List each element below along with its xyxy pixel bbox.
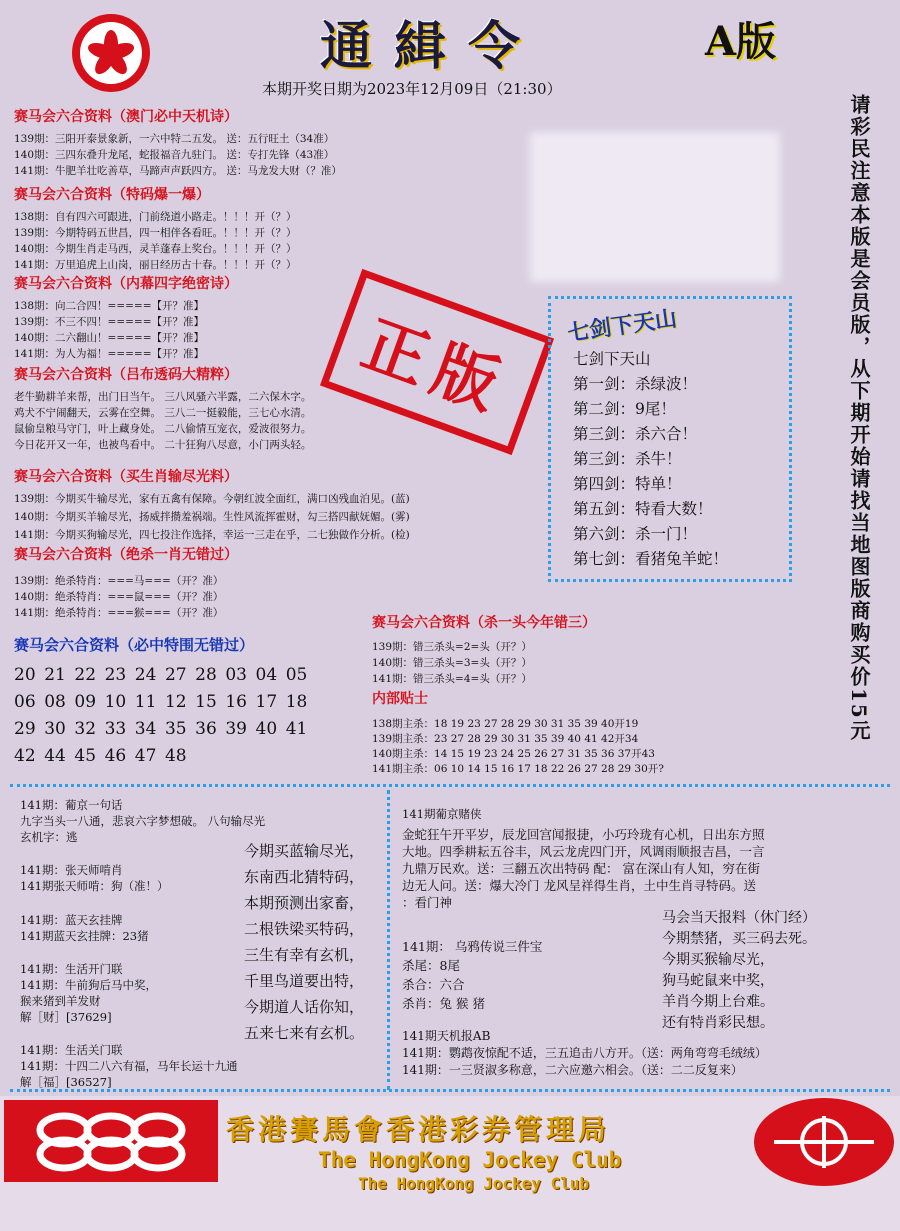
br-text: 金蛇狂午开平岁，辰龙回宫闻报捷，小巧玲珑有心机，日出东方照 大地。四季耕耘五谷丰，风云龙虎四门开，风调雨顺报吉昌，一言 九鼎万民欢。送：三翻五次出特码 配： 富在深山有人知，穷在街 边无人问。送：爆大冷门 龙风呈祥得生肖，土中生肖寻特码。送 ：看门神 xyxy=(402,827,765,910)
sword-line: 七剑下天山 xyxy=(573,350,651,368)
section-title-3: 赛马会六合资料（内幕四字绝密诗） xyxy=(14,276,238,292)
sword-box xyxy=(548,296,792,582)
br-crow: 141期： 乌鸦传说三件宝 杀尾：8尾 杀合：六合 杀肖：兔 猴 猪 xyxy=(402,939,543,1011)
s4-line: 鸡犬不宁闹翻天，云雾在空舞。 三八二一挺毅能，三七心水清。 xyxy=(14,407,312,419)
hk-logo xyxy=(72,14,150,92)
sword-line: 第五剑：特看大数！ xyxy=(573,500,713,518)
divider xyxy=(10,1089,890,1092)
draw-date: 本期开奖日期为2023年12月09日（21:30） xyxy=(262,80,562,98)
bl-line: 141期：十四二八六有福，马年长运十九通 xyxy=(20,1059,238,1073)
s8-line: 141期：错三杀头=4=头（开？） xyxy=(372,673,532,685)
knot-logo-icon xyxy=(4,1100,218,1182)
footer-en-2: The HongKong Jockey Club xyxy=(358,1174,590,1193)
s2-line: 138期：自有四六可跟进，门前绕道小路走。！！！开（？） xyxy=(14,211,297,223)
s3-line: 140期：二六翻山！=====【开？准】 xyxy=(14,332,205,344)
s1-line: 141期：牛肥羊壮吃善草，马蹄声声跃四方。 送：马龙发大财（？准） xyxy=(14,165,342,177)
s9-line: 139期主杀：23 27 28 29 30 31 35 39 40 41 42开34 xyxy=(372,733,639,745)
section-title-5: 赛马会六合资料（买生肖输尽光料） xyxy=(14,469,238,485)
number-grid xyxy=(14,662,316,770)
bl-line: 141期：牛前狗后马中奖， xyxy=(20,978,157,992)
bl-line: 141期：张天师啃肖 xyxy=(20,863,123,877)
sword-line: 第三剑：杀牛！ xyxy=(573,450,682,468)
number-row: 42 44 45 46 47 48 xyxy=(14,746,187,766)
divider xyxy=(387,790,390,1090)
sword-banner: 七剑下天山 xyxy=(565,305,679,347)
s6-line: 141期：绝杀特肖：===猴===（开？准） xyxy=(14,607,224,619)
s3-line: 141期：为人为福！=====【开？准】 xyxy=(14,348,205,360)
bl-line: 141期：生活关门联 xyxy=(20,1043,123,1057)
bl-line: 141期张天师啃：狗（准！） xyxy=(20,879,169,893)
s2-line: 139期：今期特码五世昌，四一相伴各看旺。！！！开（？） xyxy=(14,227,297,239)
number-row: 20 21 22 23 24 27 28 03 04 05 xyxy=(14,665,308,685)
bauhinia-icon xyxy=(72,14,150,92)
authentic-stamp xyxy=(320,269,554,455)
number-row: 06 08 09 10 11 12 15 16 17 18 xyxy=(14,692,308,712)
sword-line: 第一剑：杀绿波！ xyxy=(573,375,698,393)
s5-line: 140期：今期买羊输尽光，扬威拌攒羞祸端。生性风流挥霍财，勾三搭四献妩媚。(雾) xyxy=(14,511,410,523)
jockey-club-logo-icon xyxy=(754,1098,894,1186)
blurred-ad xyxy=(530,132,780,282)
edition-label: A版 xyxy=(705,18,777,65)
s1-line: 139期：三阳开泰景象新，一六中特二五发。 送：五行旺土（34准） xyxy=(14,133,335,145)
s6-line: 140期：绝杀特肖：===鼠===（开？准） xyxy=(14,591,224,603)
footer-org-name: 香港賽馬會香港彩券管理局 xyxy=(226,1113,611,1146)
br-news: 马会当天报料（休门经） 今期禁猪，买三码去死。 今期买猴输尽光， 狗马蛇鼠来中奖， 羊肖今期上台难。 还有特肖彩民想。 xyxy=(662,910,816,1031)
stamp-text: 正版 xyxy=(352,306,518,428)
br-tianji: 141期天机报AB 141期：鹦鹉夜惊配不适，三五追击八方开。（送：两角弯弯毛绒绒） 141期：一三贤淑多称意，二六应邀六相会。（送：二二反复来） xyxy=(402,1029,767,1077)
bl-line: 141期蓝天玄挂牌：23猪 xyxy=(20,929,149,943)
s4-line: 老牛勤耕羊来帮，出门日当午。 三八风骚六半露，二六保木字。 xyxy=(14,391,312,403)
member-notice: 请彩民注意本版是会员版，从下期开始请找当地图版商购买价15元 xyxy=(847,94,871,742)
section-title-8: 赛马会六合资料（杀一头今年错三） xyxy=(372,615,596,631)
bl-line: 解［福］[36527] xyxy=(20,1075,112,1089)
s2-line: 141期：万里追虎上山岗，丽日经历古十春。！！！开（？） xyxy=(14,259,297,271)
bl-line: 141期：生活开门联 xyxy=(20,962,123,976)
section-title-6: 赛马会六合资料（绝杀一肖无错过） xyxy=(14,547,238,563)
s3-line: 139期：不三不四！=====【开？准】 xyxy=(14,316,205,328)
section-title-9: 内部贴士 xyxy=(372,691,428,707)
bl-line: 玄机字：逃 xyxy=(20,830,78,844)
section-title-2: 赛马会六合资料（特码爆一爆） xyxy=(14,187,210,203)
br-title: 141期葡京赌侠 xyxy=(402,807,482,821)
s3-line: 138期：向二合四！=====【开？准】 xyxy=(14,300,205,312)
sword-line: 第六剑：杀一门！ xyxy=(573,525,698,543)
bl-line: 141期：葡京一句话 xyxy=(20,798,123,812)
s9-line: 141期主杀：06 10 14 15 16 17 18 22 26 27 28 29 30开? xyxy=(372,763,664,775)
s5-line: 139期：今期买牛输尽光，家有五禽有保障。今朝红波全面红，满口凶残血泊见。(蓝) xyxy=(14,493,410,505)
sword-line: 第三剑：杀六合！ xyxy=(573,425,698,443)
s6-line: 139期：绝杀特肖：===马===（开？准） xyxy=(14,575,224,587)
section-title-1: 赛马会六合资料（澳门必中天机诗） xyxy=(14,109,238,125)
left-emblem xyxy=(4,1100,218,1182)
bl-line: 解［财］[37629] xyxy=(20,1010,112,1024)
sword-line: 第四剑：特单！ xyxy=(573,475,682,493)
s9-line: 138期主杀：18 19 23 27 28 29 30 31 35 39 40开19 xyxy=(372,718,639,730)
s9-line: 140期主杀：14 15 19 23 24 25 26 27 31 35 36 37开43 xyxy=(372,748,655,760)
s8-line: 140期：错三杀头=3=头（开？） xyxy=(372,657,532,669)
bl-line: 141期：蓝天玄挂牌 xyxy=(20,913,123,927)
page-title: 通緝令 xyxy=(320,16,543,77)
section-title-7: 赛马会六合资料（必中特围无错过） xyxy=(14,636,255,654)
bl-line: 九字当头一八通，悲哀六字梦想破。 八句输尽光 xyxy=(20,814,266,828)
s8-line: 139期：错三杀头=2=头（开？） xyxy=(372,641,532,653)
s4-line: 鼠偷皇粮马守门，叶上藏身处。 二八偷情互宠衣，爱波很努力。 xyxy=(14,423,312,435)
number-row: 29 30 32 33 34 35 36 39 40 41 xyxy=(14,719,308,739)
sword-line: 第七剑：看猪兔羊蛇！ xyxy=(573,550,729,568)
s2-line: 140期：今期生肖走马西，灵羊蓬春上奖台。！！！开（？） xyxy=(14,243,297,255)
bl-line: 猴来猪到羊发财 xyxy=(20,994,101,1008)
divider xyxy=(10,784,890,787)
right-emblem xyxy=(754,1098,894,1186)
s4-line: 今日花开又一年，也被鸟看中。 二十狂狗八尽意，小门两头轻。 xyxy=(14,439,312,451)
footer-en-1: The HongKong Jockey Club xyxy=(318,1148,622,1172)
section-title-4: 赛马会六合资料（吕布透码大精粹） xyxy=(14,367,238,383)
s1-line: 140期：三四东叠升龙尾，蛇报福音九驻门。 送：专打先锋（43准） xyxy=(14,149,335,161)
bl-poem: 今期买蓝输尽光， 东南西北猜特码， 本期预测出家畜， 二根铁梁买特码， 三生有幸有玄机， 千里鸟道要出特， 今期道人话你知， 五来七来有玄机。 xyxy=(244,842,365,1042)
s5-line: 141期：今期买狗输尽光，四七投注作选择，幸运一三走在乎，二七独做作分析。(检) xyxy=(14,529,410,541)
sword-line: 第二剑：9尾！ xyxy=(573,400,676,418)
